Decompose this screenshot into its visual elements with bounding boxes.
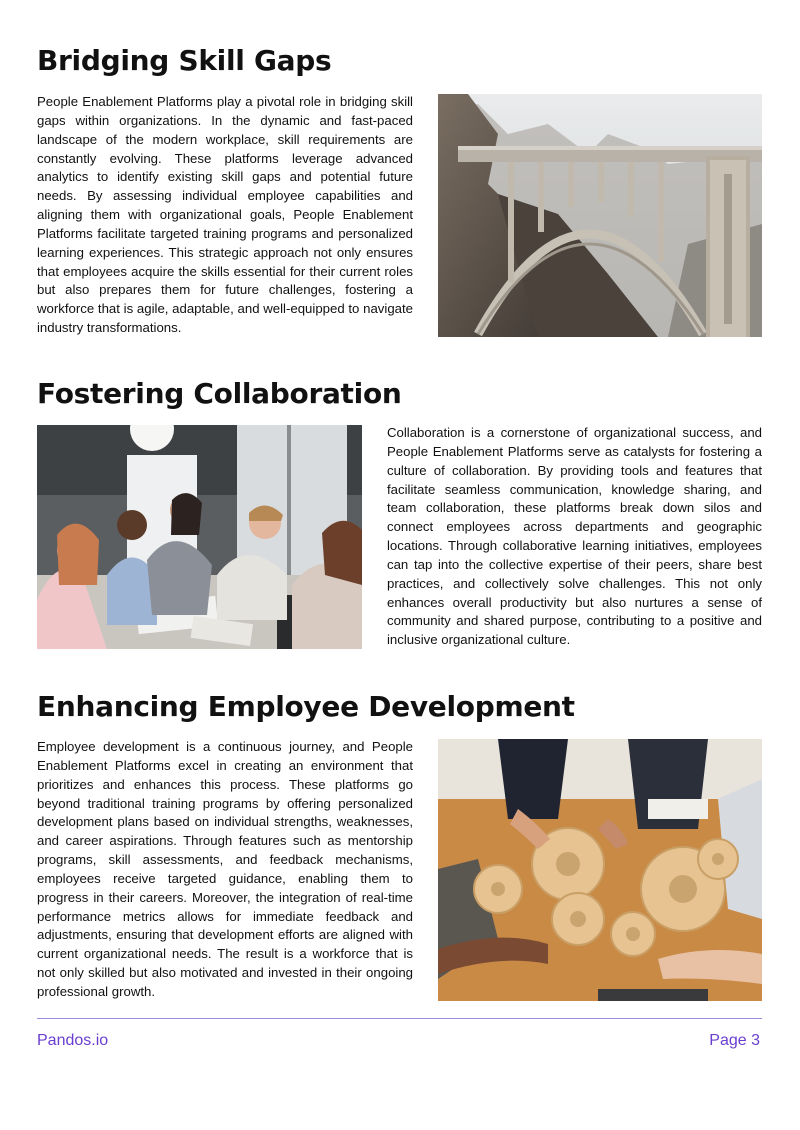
section-title-fostering-collaboration: Fostering Collaboration — [37, 377, 402, 410]
section-title-enhancing-employee-development: Enhancing Employee Development — [37, 690, 575, 723]
section-body-enhancing-employee-development: Employee development is a continuous journey, and People Enablement Platforms excel in creating an environment that prioritizes and enhances this process. These platforms go beyond traditional training programs by offering personalized development plans based on individual strengths, weaknesses, and career aspirations. Through features such as mentorship programs, skill assessments, and feedback mechanisms, employees receive targeted guidance, enabling them to progress in their careers. Moreover, the integration of real-time performance metrics allows for immediate feedback and adjustments, ensuring that development efforts are aligned with current organizational needs. The result is a workforce that is not only skilled but also motivated and invested in their ongoing professional growth. — [37, 739, 413, 999]
team-meeting-photo — [37, 425, 362, 649]
section-body-fostering-collaboration: Collaboration is a cornerstone of organizational success, and People Enablement Platforms serve as catalysts for fostering a culture of collaboration. By providing tools and features that facilitate seamless communication, knowledge sharing, and team collaboration, these platforms break down silos and connect employees across departments and geographic locations. Through collaborative learning initiatives, employees can tap into the collective expertise of their peers, share best practices, and collectively solve challenges. This not only enhances overall productivity but also nurtures a sense of community and shared purpose, contributing to a positive and inclusive organizational culture. — [387, 425, 762, 648]
gears-teamwork-photo — [438, 739, 762, 1001]
footer-divider — [37, 1018, 762, 1019]
footer-brand: Pandos.io — [37, 1032, 109, 1049]
section-title-bridging-skill-gaps: Bridging Skill Gaps — [37, 44, 332, 77]
section-body-bridging-skill-gaps: People Enablement Platforms play a pivotal role in bridging skill gaps within organizations. In the dynamic and fast-paced landscape of the modern workplace, skill requirements are constantly evolving. These platforms leverage advanced analytics to identify existing skill gaps and potential future needs. By assessing individual employee capabilities and aligning them with organizational goals, People Enablement Platforms facilitate targeted training programs and personalized learning experiences. This strategic approach not only ensures that employees acquire the skills essential for their current roles but also prepares them for future challenges, fostering a workforce that is agile, adaptable, and well-equipped to navigate industry transformations. — [37, 94, 413, 336]
footer-page-number: Page 3 — [709, 1032, 760, 1049]
bridge-photo — [438, 94, 762, 337]
